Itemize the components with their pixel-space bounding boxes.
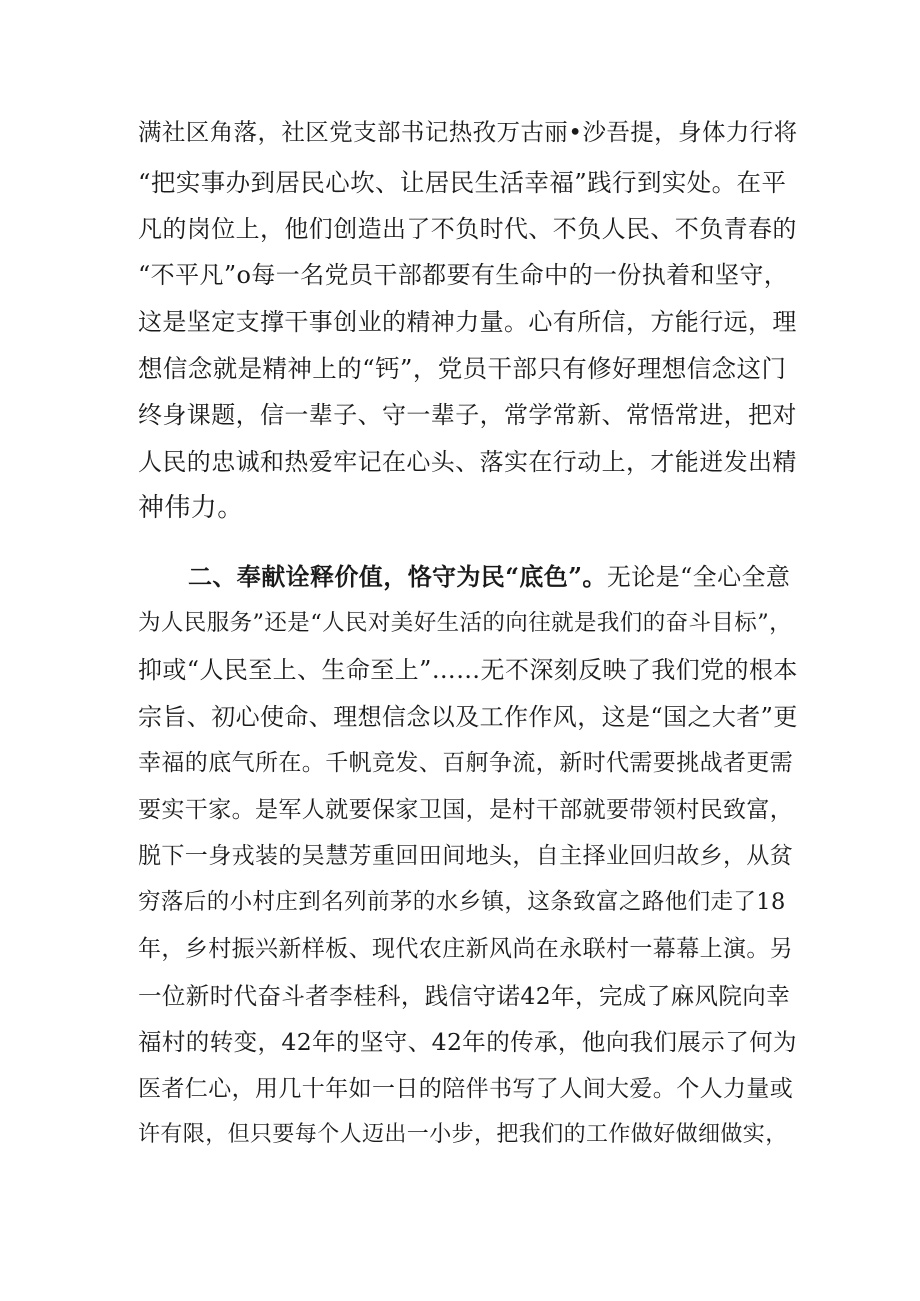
paragraph-line: 福村的转变，42年的坚守、42年的传承，他向我们展示了何为 <box>138 1028 797 1056</box>
paragraph-line: 幸福的底气所在。千帆竞发、百舸争流，新时代需要挑战者更需 <box>138 750 794 776</box>
paragraph-line: 脱下一身戎装的吴慧芳重回田间地头，自主择业回归故乡，从贫 <box>138 843 794 869</box>
paragraph-line: 要实干家。是军人就要保家卫国，是村干部就要带领村民致富， <box>138 797 794 823</box>
paragraph-line: 许有限，但只要每个人迈出一小步，把我们的工作做好做细做实， <box>138 1122 788 1147</box>
paragraph-line: 为人民服务”还是“人民对美好生活的向往就是我们的奋斗目标”， <box>138 610 793 636</box>
paragraph-line: 穷落后的小村庄到名列前茅的水乡镇，这条致富之路他们走了18 <box>138 889 786 915</box>
paragraph-line: 满社区角落，社区党支部书记热孜万古丽•沙吾提，身体力行将 <box>138 118 798 146</box>
paragraph-line: 年，乡村振兴新样板、现代农庄新风尚在永联村一幕幕上演。另 <box>138 936 794 962</box>
paragraph-line: 凡的岗位上，他们创造出了不负时代、不负人民、不负青春的 <box>138 215 797 243</box>
paragraph-line: 宗旨、初心使命、理想信念以及工作作风，这是“国之大者”更 <box>138 703 798 731</box>
section-heading: 二、奉献诠释价值，恪守为民“底色”。 <box>188 562 607 591</box>
paragraph-line: 终身课题，信一辈子、守一辈子，常学常新、常悟常进，把对 <box>138 401 797 429</box>
paragraph-line: 抑或“人民至上、生命至上”……无不深刻反映了我们党的根本 <box>138 656 798 684</box>
paragraph-line: 一位新时代奋斗者李桂科，践信守诺42年，完成了麻风院向幸 <box>138 982 791 1010</box>
paragraph-line: 神伟力。 <box>138 493 244 523</box>
section-heading-line <box>188 557 798 597</box>
paragraph-line: 医者仁心，用几十年如一日的陪伴书写了人间大爱。个人力量或 <box>138 1076 794 1102</box>
paragraph-line: 人民的忠诚和热爱牢记在心头、落实在行动上，才能迸发出精 <box>138 448 797 476</box>
paragraph-line: 想信念就是精神上的“钙”，党员干部只有修好理想信念这门 <box>138 354 787 383</box>
paragraph-line: “把实事办到居民心坎、让居民生活幸福”践行到实处。在平 <box>138 168 787 197</box>
paragraph-line: 这是坚定支撑干事创业的精神力量。心有所信，方能行远，理 <box>138 308 797 336</box>
paragraph-line: “不平凡”o每一名党员干部都要有生命中的一份执着和坚守， <box>138 261 789 289</box>
heading-line-text: 无论是“全心全意 <box>606 563 791 591</box>
